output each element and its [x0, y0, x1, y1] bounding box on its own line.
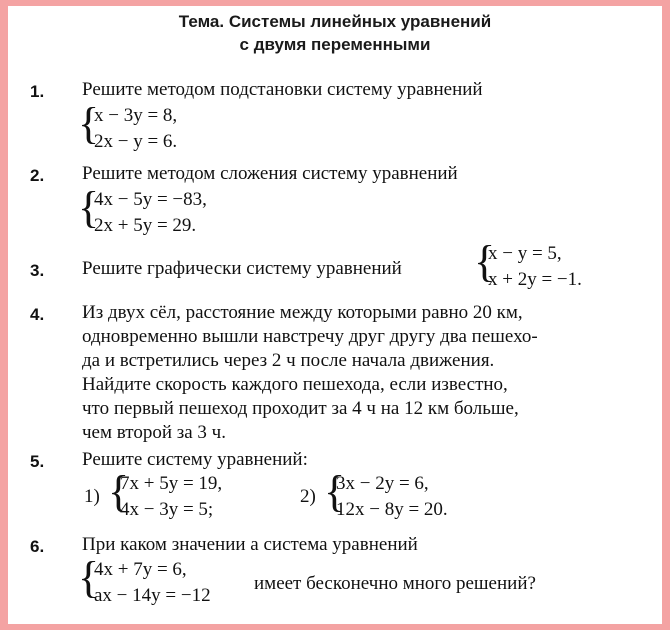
- problem-5-part1-eq1: 7x + 5y = 19,: [120, 473, 223, 494]
- problem-1-number: 1.: [30, 82, 45, 101]
- problem-6-brace: {: [78, 553, 100, 602]
- problem-3-text: Решите графически систему уравнений: [82, 258, 402, 279]
- problem-5-part2-eq2: 12x − 8y = 20.: [336, 499, 448, 520]
- problem-2-number: 2.: [30, 166, 45, 185]
- problem-3-eq2: x + 2y = −1.: [488, 269, 582, 290]
- problem-6-eq1: 4x + 7y = 6,: [94, 559, 187, 580]
- problem-5-text: Решите систему уравнений:: [82, 449, 308, 470]
- problem-4-line: да и встретились через 2 ч после начала движения.: [82, 350, 495, 371]
- problem-3-eq1: x − y = 5,: [488, 243, 562, 264]
- problem-4-number: 4.: [30, 305, 45, 324]
- title-topic: Системы линейных уравнений: [224, 12, 492, 31]
- worksheet: [8, 6, 662, 624]
- worksheet-title-line2: с двумя переменными: [239, 35, 431, 54]
- problem-6-eq2: ax − 14y = −12: [94, 585, 211, 606]
- problem-5-part1-eq2: 4x − 3y = 5;: [120, 499, 214, 520]
- problem-5-part2-brace: {: [324, 467, 346, 516]
- problem-1-text: Решите методом подстановки систему уравнений: [82, 79, 483, 100]
- problem-2-eq2: 2x + 5y = 29.: [94, 215, 197, 236]
- problem-4-line: чем второй за 3 ч.: [82, 422, 226, 443]
- problem-2-text: Решите методом сложения систему уравнений: [82, 163, 458, 184]
- problem-5-part2-eq1: 3x − 2y = 6,: [336, 473, 429, 494]
- problem-2-brace: {: [78, 183, 100, 232]
- worksheet-title: [8, 12, 662, 32]
- problem-4-line: Из двух сёл, расстояние между которыми равно 20 км,: [82, 302, 523, 323]
- problem-1-eq2: 2x − y = 6.: [94, 131, 178, 152]
- problem-4-text: [82, 301, 622, 445]
- problem-1-eq1: x − 3y = 8,: [94, 105, 178, 126]
- problem-6-text: При каком значении a система уравнений: [82, 534, 418, 555]
- problem-5-part1-brace: {: [108, 467, 130, 516]
- problem-4-line: одновременно вышли навстречу друг другу два пешехо-: [82, 326, 538, 347]
- problem-1-brace: {: [78, 99, 100, 148]
- problem-3-brace: {: [474, 237, 496, 286]
- problem-6-number: 6.: [30, 537, 45, 556]
- problem-3-number: 3.: [30, 261, 45, 280]
- problem-6-tail: имеет бесконечно много решений?: [254, 573, 536, 594]
- problem-4-line: Найдите скорость каждого пешехода, если известно,: [82, 374, 508, 395]
- problem-5-part1-label: 1): [84, 486, 100, 507]
- problem-5-number: 5.: [30, 452, 45, 471]
- problem-4-line: что первый пешеход проходит за 4 ч на 12 км больше,: [82, 398, 519, 419]
- problem-2-eq1: 4x − 5y = −83,: [94, 189, 207, 210]
- problem-5-part2-label: 2): [300, 486, 316, 507]
- title-prefix: Тема.: [178, 12, 225, 31]
